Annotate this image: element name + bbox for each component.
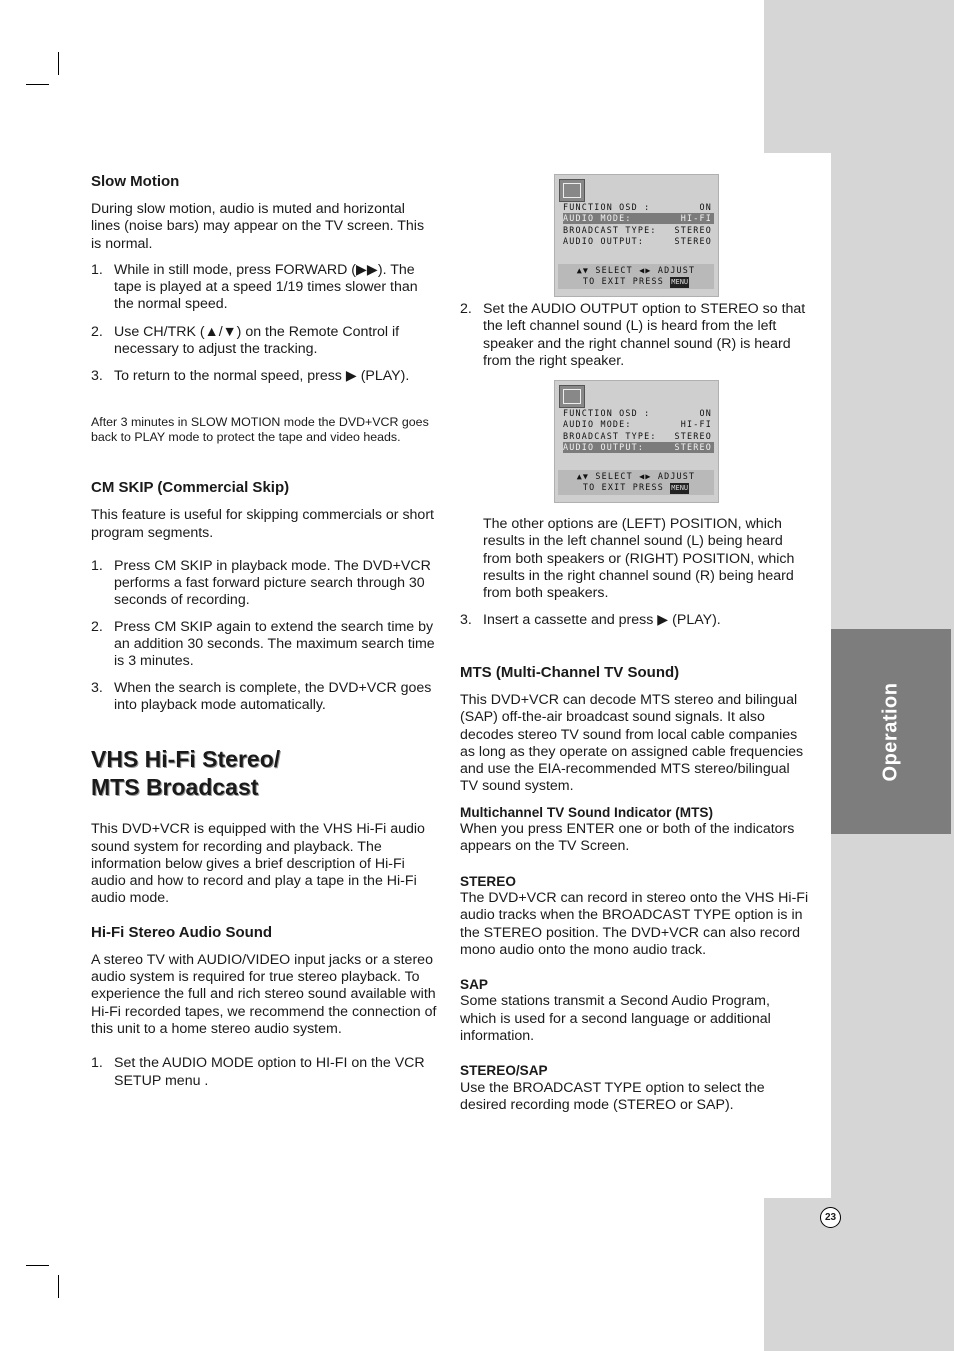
page-number: 23 [820,1207,841,1228]
vhs-intro: This DVD+VCR is equipped with the VHS Hi-Fi audio sound system for recording and playback. The information below gives a brief description of Hi-Fi audio and how to record and play a tape in the Hi-Fi audio mode. [91,821,425,907]
hifi-intro: A stereo TV with AUDIO/VIDEO input jacks or a stereo audio system is required for true stereo playback. To experience the full and rich stereo sound available with Hi-Fi recorded tapes, we recommend the connection of this unit to a home stereo audio system. [91,951,437,1037]
list-item: 1. Set the AUDIO MODE option to HI-FI on the VCR SETUP menu . [91,1055,425,1089]
list-item: 2. Use CH/TRK (▲/▼) on the Remote Control if necessary to adjust the tracking. [91,323,400,358]
osd-row: FUNCTION OSD : ON [563,202,712,212]
operation-tab-label: Operation [879,682,902,781]
section-title: VHS Hi-Fi Stereo/ MTS Broadcast [91,746,281,801]
hifi-steps-1 [91,1055,437,1090]
menu-key-icon: MENU [671,484,689,492]
mts-heading: MTS (Multi-Channel TV Sound) [460,663,680,681]
osd-footer: ▲▼ SELECT ◀▶ ADJUST TO EXIT PRESS MENU [558,470,714,495]
operation-tab [831,629,951,834]
list-item: 1. Press CM SKIP in playback mode. The DVD+VCR performs a fast forward picture search through 30 seconds of recording. [91,557,431,609]
list-item: 2. Press CM SKIP again to extend the search time by an addition 30 seconds. The maximum search time is 3 minutes. [91,618,435,670]
mts-indicator-heading: Multichannel TV Sound Indicator (MTS) [460,804,713,820]
mts-intro: This DVD+VCR can decode MTS stereo and bilingual (SAP) off-the-air broadcast sound signals. It also decodes stereo TV sound from local cable companies as long as they operate on assigned cable frequencies and use the EIA-recommended MTS stereo/bilingual TV sound system. [460,691,804,795]
slow-motion-heading: Slow Motion [91,173,180,190]
right-column [460,301,810,1114]
stereo-sap-text: Use the BROADCAST TYPE option to select the desired recording mode (STEREO or SAP). [460,1079,765,1113]
left-column [91,173,437,1090]
cm-skip-heading: CM SKIP (Commercial Skip) [91,479,290,497]
crop-mark [58,52,59,75]
cm-skip-steps [91,558,437,714]
mts-indicator-text: When you press ENTER one or both of the indicators appears on the TV Screen. [460,821,795,855]
hifi-steps-2 [460,301,810,370]
crop-mark [26,1265,49,1266]
slow-motion-note: After 3 minutes in SLOW MOTION mode the DVD+VCR goes back to PLAY mode to protect the tape and video heads. [91,414,429,445]
stereo-heading: STEREO [460,873,516,889]
crop-mark [26,84,49,85]
slow-motion-intro: During slow motion, audio is muted and horizontal lines (noise bars) may appear on the TV screen. This is normal. [91,201,425,252]
menu-key-icon: MENU [671,278,689,286]
osd-footer: ▲▼ SELECT ◀▶ ADJUST TO EXIT PRESS MENU [558,264,714,289]
osd-row-highlighted: AUDIO MODE: HI-FI [563,213,712,223]
osd-row-highlighted: AUDIO OUTPUT: STEREO [563,442,712,452]
sap-text: Some stations transmit a Second Audio Program, which is used for a second language or additional information. [460,993,771,1045]
stereo-sap-heading: STEREO/SAP [460,1063,548,1079]
osd-row: AUDIO MODE: HI-FI [563,419,712,429]
hifi-steps-3 [460,612,810,629]
stereo-text: The DVD+VCR can record in stereo onto the VHS Hi-Fi audio tracks when the BROADCAST TYPE option is in the STEREO position. The DVD+VCR can also record mono audio onto the mono audio track. [460,889,809,958]
list-item: 3. Insert a cassette and press ▶ (PLAY). [460,611,721,628]
cm-skip-intro: This feature is useful for skipping commercials or short program segments. [91,507,434,541]
list-item: 3. To return to the normal speed, press ▶ (PLAY). [91,368,410,385]
osd-row: BROADCAST TYPE: STEREO [563,431,712,441]
vcr-logo-icon [559,179,585,202]
list-item: 2. Set the AUDIO OUTPUT option to STEREO so that the left channel sound (L) is heard from the left speaker and the right channel sound (R) is heard from the right speaker. [460,301,806,369]
hifi-heading: Hi-Fi Stereo Audio Sound [91,923,273,941]
osd-row: BROADCAST TYPE: STEREO [563,225,712,235]
list-item: 3. When the search is complete, the DVD+VCR goes into playback mode automatically. [91,679,432,713]
osd-row: AUDIO OUTPUT: STEREO [563,236,712,246]
hifi-other-options: The other options are (LEFT) POSITION, which results in the left channel sound (L) being heard from both speakers or (RIGHT) POSITION, which results in the right channel sound (R) being heard from both speakers. [483,516,795,602]
osd-row: FUNCTION OSD : ON [563,408,712,418]
osd-screen-audio-mode [554,174,719,297]
crop-mark [58,1275,59,1298]
slow-motion-steps [91,262,437,386]
sap-heading: SAP [460,977,488,993]
list-item: 1. While in still mode, press FORWARD (▶▶). The tape is played at a speed 1/19 times slower than the normal speed. [91,261,418,313]
